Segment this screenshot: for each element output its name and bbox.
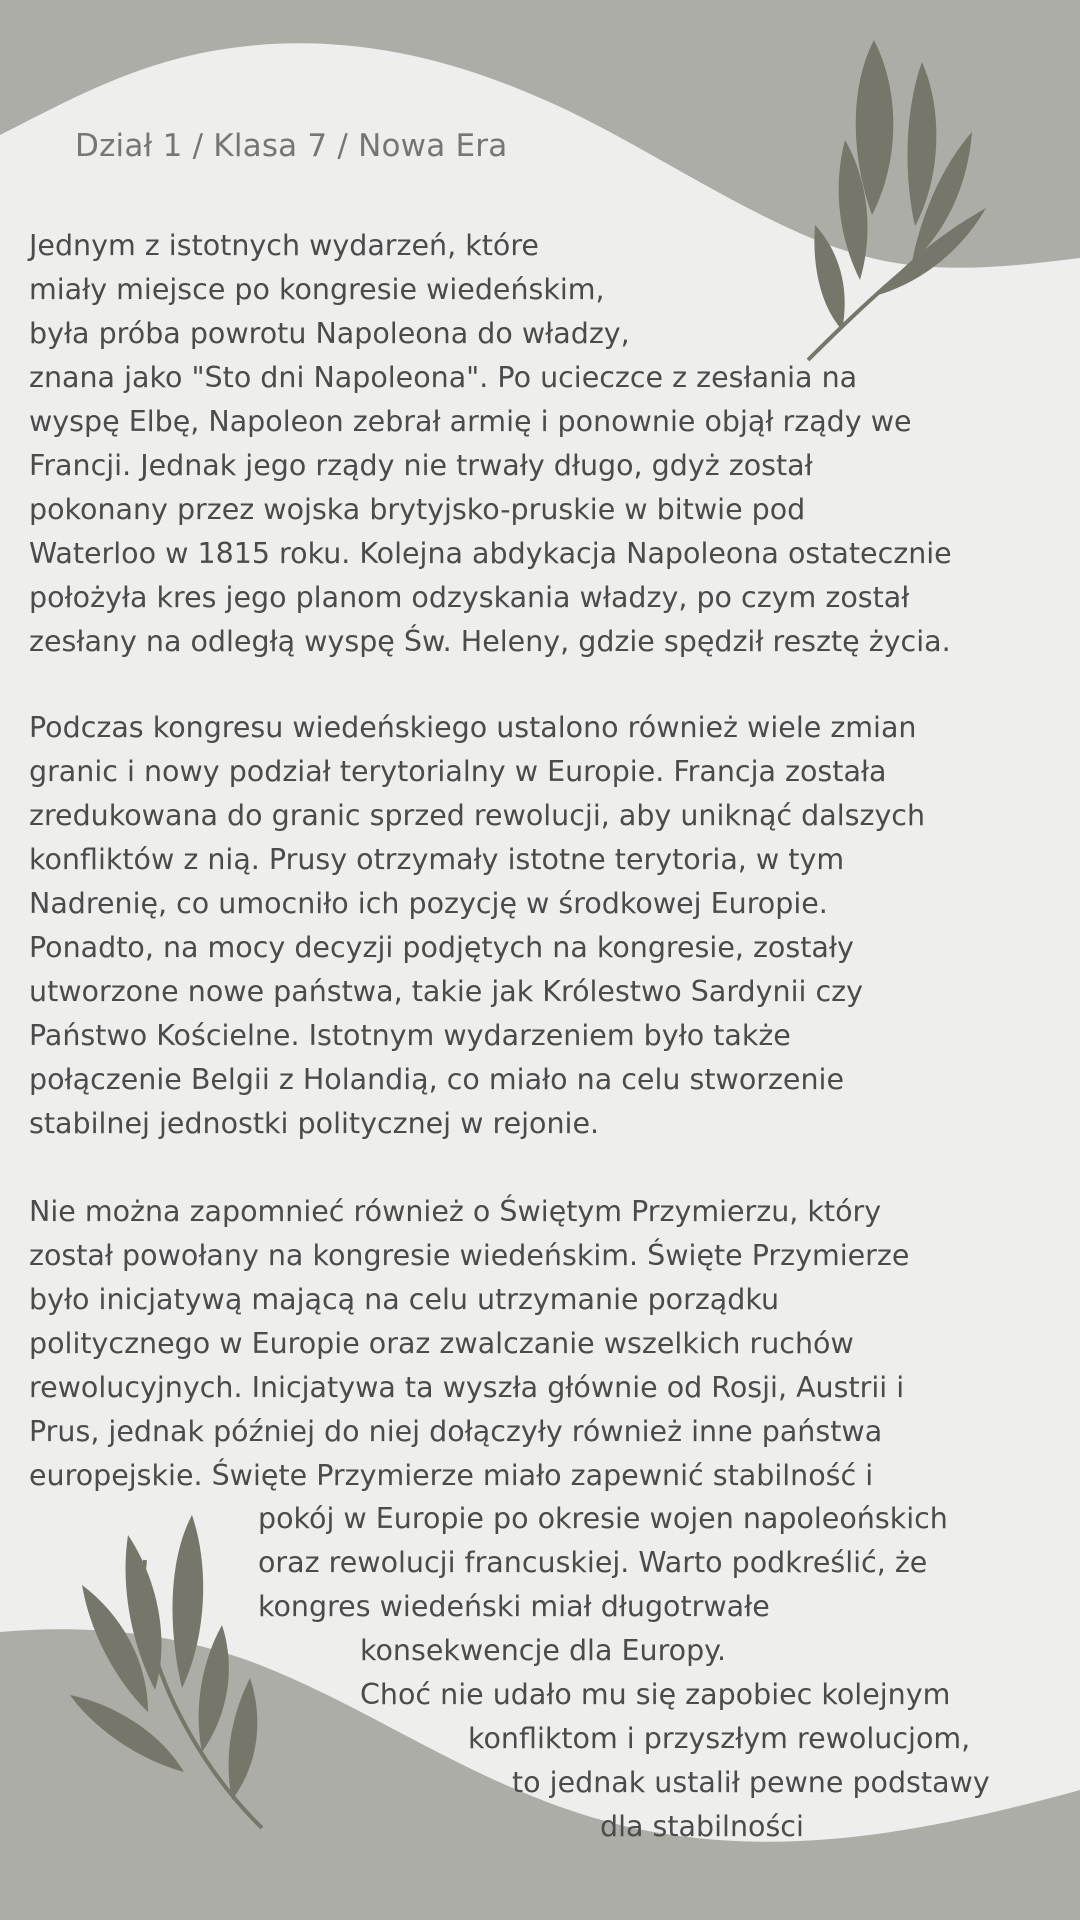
paragraph2-line: zredukowana do granic sprzed rewolucji, aby uniknąć dalszych (29, 799, 926, 832)
tail-line: to jednak ustalił pewne podstawy (512, 1766, 990, 1799)
paragraph1-line: Jednym z istotnych wydarzeń, które (29, 229, 539, 262)
paragraph2-line: połączenie Belgii z Holandią, co miało na celu stworzenie (29, 1063, 844, 1096)
paragraph1-line: Waterloo w 1815 roku. Kolejna abdykacja Napoleona ostatecznie (29, 537, 952, 570)
paragraph1-line: wyspę Elbę, Napoleon zebrał armię i ponownie objął rządy we (29, 405, 912, 438)
paragraph2-line: Ponadto, na mocy decyzji podjętych na kongresie, zostały (29, 931, 854, 964)
paragraph2-line: konfliktów z nią. Prusy otrzymały istotne terytoria, w tym (29, 843, 845, 876)
paragraph3-line: został powołany na kongresie wiedeńskim. Święte Przymierze (29, 1239, 910, 1272)
paragraph3-line: rewolucyjnych. Inicjatywa ta wyszła głównie od Rosji, Austrii i (29, 1371, 905, 1404)
paragraph1-line: znana jako "Sto dni Napoleona". Po ucieczce z zesłania na (29, 361, 858, 394)
paragraph1-line: zesłany na odległą wyspę Św. Heleny, gdzie spędził resztę życia. (29, 625, 951, 658)
paragraph3-line: Prus, jednak później do niej dołączyły również inne państwa (29, 1415, 883, 1448)
paragraph1-line: pokonany przez wojska brytyjsko-pruskie w bitwie pod (29, 493, 806, 526)
paragraph2-line: Podczas kongresu wiedeńskiego ustalono również wiele zmian (29, 711, 917, 744)
paragraph2-line: stabilnej jednostki politycznej w rejonie. (29, 1107, 600, 1140)
paragraph2-line: utworzone nowe państwa, takie jak Królestwo Sardynii czy (29, 975, 863, 1008)
paragraph3-line: politycznego w Europie oraz zwalczanie wszelkich ruchów (29, 1327, 854, 1360)
paragraph3-line: Nie można zapomnieć również o Świętym Przymierzu, który (29, 1195, 882, 1228)
paragraph2-line: Państwo Kościelne. Istotnym wydarzeniem było także (29, 1019, 791, 1052)
paragraph2-line: Nadrenię, co umocniło ich pozycję w środkowej Europie. (29, 887, 828, 920)
tail-line: konfliktom i przyszłym rewolucjom, (468, 1722, 971, 1755)
paragraph1-line: położyła kres jego planom odzyskania władzy, po czym został (29, 581, 910, 614)
tail-line: kongres wiedeński miał długotrwałe (258, 1590, 770, 1623)
tail-line: Choć nie udało mu się zapobiec kolejnym (360, 1678, 951, 1711)
tail-line: oraz rewolucji francuskiej. Warto podkreślić, że (258, 1546, 928, 1579)
paragraph2-line: granic i nowy podział terytorialny w Europie. Francja została (29, 755, 887, 788)
paragraph1-line: Francji. Jednak jego rządy nie trwały długo, gdyż został (29, 449, 813, 482)
tail-line: dla stabilności (600, 1810, 804, 1843)
tail-line: konsekwencje dla Europy. (360, 1634, 727, 1667)
tail-line: pokój w Europie po okresie wojen napoleońskich (258, 1502, 948, 1535)
paragraph1-line: miały miejsce po kongresie wiedeńskim, (29, 273, 605, 306)
paragraph3-line: europejskie. Święte Przymierze miało zapewnić stabilność i (29, 1459, 874, 1492)
paragraph3-line: było inicjatywą mającą na celu utrzymanie porządku (29, 1283, 780, 1316)
header-breadcrumb: Dział 1 / Klasa 7 / Nowa Era (75, 128, 508, 164)
paragraph1-line: była próba powrotu Napoleona do władzy, (29, 317, 630, 350)
